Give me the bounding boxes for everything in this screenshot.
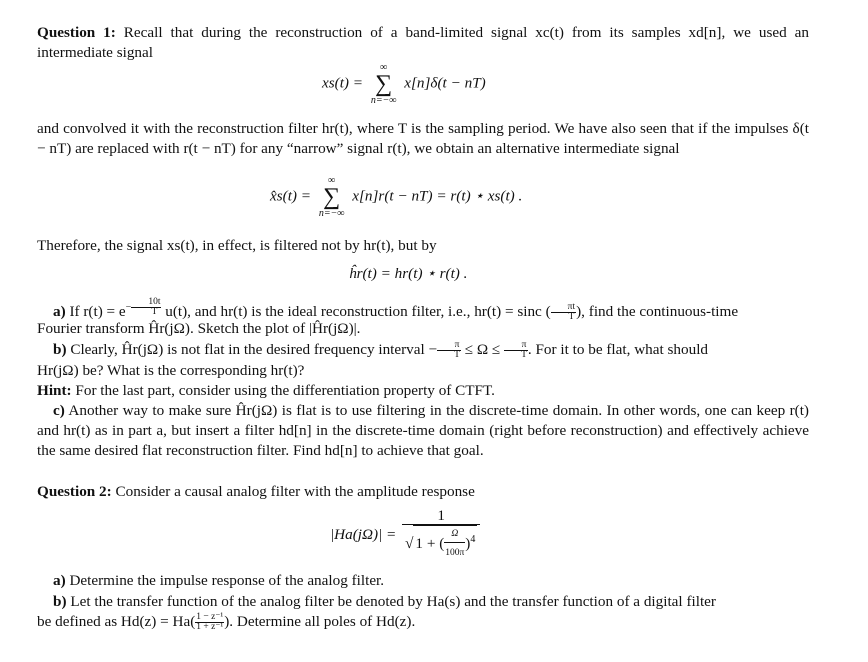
q1-part-c	[37, 401, 809, 461]
bilinear-num: 1 − z⁻¹	[196, 612, 224, 623]
right-frac-den: T	[521, 350, 527, 361]
interval-right-frac	[504, 341, 528, 360]
left-frac-num: π	[437, 341, 461, 351]
q2-intro	[37, 482, 809, 502]
part-c-label: c)	[53, 402, 65, 419]
q2-part-b-line2-pre: be defined as Hd(z) = Ha(	[37, 613, 196, 630]
q1-part-a: a) If $r(t) = e^{- \frac{10t}{T}}$ u(t), and hr(t) is the ideal reconstruction filter, i.e., hr(t) = sinc ( $\frac{\pi t}{T}$ ), find the continuous-time	[53, 297, 739, 323]
inner-den: 100π	[445, 548, 465, 558]
sum2-upper-limit: ∞	[328, 175, 336, 186]
amplitude-numerator: 1	[402, 508, 480, 525]
eq2-rhs: x[n]r(t − nT) = r(t) ⋆ xs(t) .	[352, 187, 523, 205]
sinc-numerator: πt	[551, 303, 576, 313]
q2-part-b-line2-post: ). Determine all poles of Hd(z).	[224, 613, 416, 630]
inner-num: Ω	[444, 526, 465, 543]
eq1-lhs: xs(t) =	[322, 74, 364, 92]
eq2-lhs: x̂s(t) =	[270, 187, 312, 205]
q2-heading: Question 2:	[37, 483, 112, 500]
left-frac-den: T	[454, 350, 460, 361]
hint-text: For the last part, consider using the differentiation property of CTFT.	[75, 382, 495, 399]
part-a-line1-pre: If r(t) = e	[69, 303, 126, 320]
part-a-label: a)	[53, 303, 66, 320]
part-b-label: b)	[53, 341, 67, 358]
exponent-denominator: T	[151, 307, 158, 318]
part-a-line1-end: , find the continuous-time	[581, 303, 739, 320]
sinc-denominator: T	[568, 312, 575, 323]
bilinear-den: 1 + z⁻¹	[196, 622, 224, 633]
q1-intro-text: Recall that during the reconstruction of a band-limited signal xc(t) from its samples xd[n], we used an intermediate signal	[37, 24, 809, 61]
q1-part-b	[37, 340, 809, 360]
amplitude-fraction	[402, 508, 480, 563]
summation-symbol: ∞ ∑ n=−∞	[370, 62, 397, 106]
hint-label: Hint:	[37, 382, 72, 399]
q2-part-b-label: b)	[53, 593, 67, 610]
sum-upper-limit: ∞	[380, 62, 388, 73]
q2-part-b-line2	[37, 612, 809, 632]
radical-prefix: 1 +	[415, 534, 436, 552]
q2-part-a-label: a)	[53, 572, 66, 589]
q2-part-b	[37, 592, 809, 612]
q1-heading: Question 1:	[37, 24, 116, 41]
part-b-line1-post: . For it to be flat, what should	[527, 341, 709, 358]
q2-part-a-text: Determine the impulse response of the analog filter.	[69, 572, 385, 589]
interval-left-frac	[437, 341, 461, 360]
part-a-line1-post: u(t), and hr(t) is the ideal reconstruction filter, i.e., hr(t) = sinc	[165, 303, 542, 320]
q1-part-b-line2: Hr(jΩ) be? What is the corresponding hr(t)?	[37, 362, 305, 379]
amplitude-denominator: √ 1 + ( $\frac{\Omega}{100\pi}$ )$^4$	[402, 525, 480, 563]
sum2-lower-limit: n=−∞	[318, 208, 345, 219]
part-b-mid: ≤ Ω ≤	[464, 341, 501, 358]
summation-symbol-2: ∞ ∑ n=−∞	[318, 175, 345, 219]
right-frac-num: π	[504, 341, 528, 351]
q1-part-a-line2: Fourier transform Ĥr(jΩ). Sketch the plot of |Ĥr(jΩ)|.	[37, 320, 361, 337]
exponent-numerator: 10t	[131, 298, 161, 308]
q1-paragraph-2: and convolved it with the reconstruction filter hr(t), where T is the sampling period. We have also seen that if the impulses δ(t − nT) are replaced with r(t − nT) for any “narrow” signal r(t), we obtain an alternative intermediate signal	[37, 120, 809, 157]
part-b-line1-pre: Clearly, Ĥr(jΩ) is not flat in the desired frequency interval −	[70, 341, 438, 358]
sum-lower-limit: n=−∞	[370, 95, 397, 106]
q1-intro	[37, 23, 809, 63]
part-c-text: Another way to make sure Ĥr(jΩ) is flat is to use filtering in the discrete-time domain. In other words, one can keep r(t) and hr(t) as in part a, but insert a filter hd[n] in the discrete-time domain (right before reconstruction) and effectively achieve the same desired flat reconstruction filter. Find hd[n] to achieve that goal.	[37, 402, 809, 459]
equation-xs-hat	[270, 175, 522, 219]
exponent: − 10t T	[125, 297, 161, 318]
eq1-rhs: x[n]δ(t − nT)	[404, 74, 486, 92]
q2-intro-text: Consider a causal analog filter with the amplitude response	[115, 483, 475, 500]
q1-paragraph-3: Therefore, the signal xs(t), in effect, is filtered not by hr(t), but by	[37, 237, 437, 254]
equation-amplitude-response	[330, 508, 482, 563]
equation-h-hat: ĥr(t) = hr(t) ⋆ r(t) .	[349, 265, 468, 282]
bilinear-fraction	[195, 613, 224, 632]
equation-xs	[322, 62, 486, 106]
q2-part-b-line1: Let the transfer function of the analog filter be denoted by Ha(s) and the transfer function of a digital filter	[70, 593, 716, 610]
power: 4	[470, 533, 476, 545]
q2-eq-lhs: |Ha(jΩ)| =	[330, 525, 397, 543]
q1-hint	[37, 381, 809, 401]
q2-part-a	[37, 571, 809, 591]
